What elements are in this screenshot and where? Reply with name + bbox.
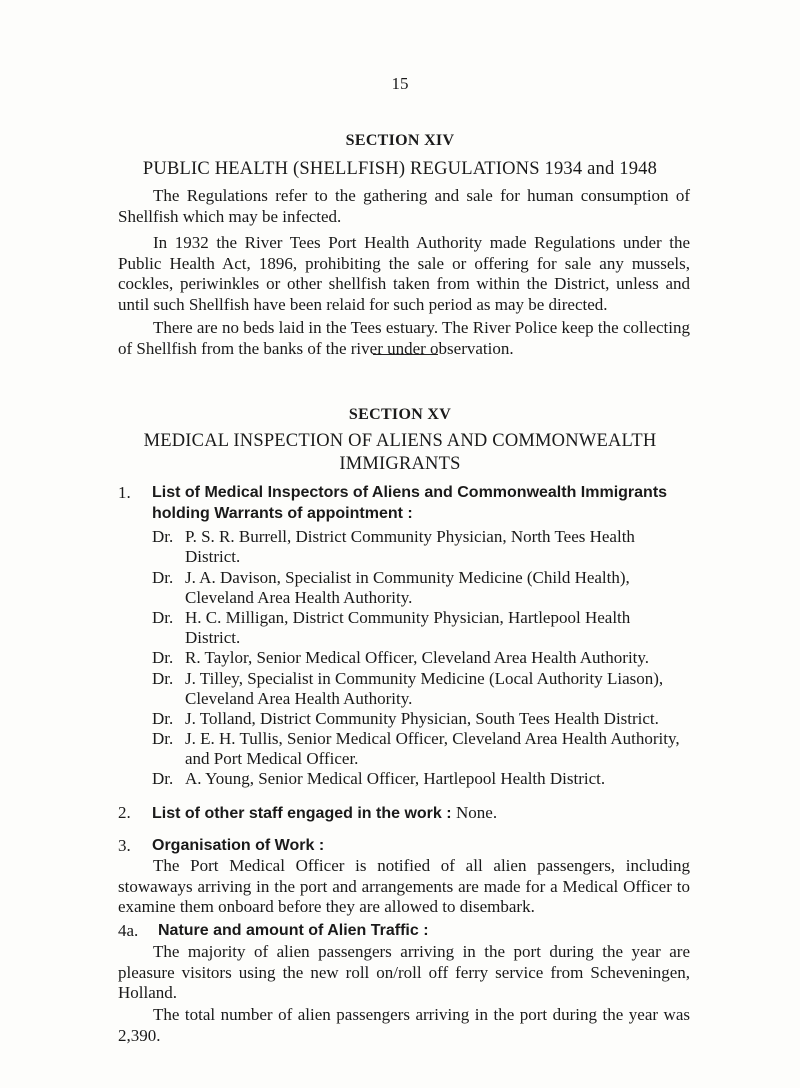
item-2-number: 2. [118, 803, 131, 822]
item-2-value: None. [456, 803, 498, 822]
section-divider [373, 354, 438, 355]
section-xiv-paragraph-2: In 1932 the River Tees Port Health Authority made Regulations under the Public Health Act, 1896, prohibiting the sale or offering for sale any mussels, cockles, periwinkles or other shellfish taken from within the District, unless and until such Shellfish have been relaid for such period as may be directed. [118, 233, 690, 314]
item-3-heading: Organisation of Work : [152, 837, 325, 854]
item-1-number: 1. [118, 483, 131, 502]
item-3-text: The Port Medical Officer is notified of all alien passengers, including stowaways arriving in the port and arrangements are made for a Medical Officer to examine them onboard before they are allowed to disembark. [118, 856, 690, 916]
section-xiv-heading: PUBLIC HEALTH (SHELLFISH) REGULATIONS 1934 and 1948 [142, 159, 658, 179]
section-xv-heading-line1: MEDICAL INSPECTION OF ALIENS AND COMMONWEALTH [143, 431, 657, 451]
inspector-entry: Dr. P. S. R. Burrell, District Community Physician, North Tees Health District. [152, 527, 635, 566]
item-2-heading: List of other staff engaged in the work : None. [152, 803, 498, 822]
item-4a-paragraph-2: The total number of alien passengers arriving in the port during the year was 2,390. [118, 1005, 690, 1045]
inspector-entry: Dr. R. Taylor, Senior Medical Officer, Cleveland Area Health Authority. [152, 648, 650, 667]
inspector-entry: Dr. J. Tolland, District Community Physician, South Tees Health District. [152, 709, 659, 728]
inspector-entry: Dr. J. A. Davison, Specialist in Community Medicine (Child Health), Cleveland Area Health Authority. [152, 568, 630, 607]
inspector-entry: Dr. J. E. H. Tullis, Senior Medical Officer, Cleveland Area Health Authority, and Port Medical Officer. [152, 729, 680, 768]
section-xiv-paragraph-3: There are no beds laid in the Tees estuary. The River Police keep the collecting of Shellfish from the banks of the river under observation. [118, 318, 690, 358]
item-3-number: 3. [118, 836, 131, 855]
item-4a-number: 4a. [118, 921, 139, 940]
section-xiv-title: SECTION XIV [345, 132, 455, 149]
section-xv-title: SECTION XV [348, 406, 452, 423]
section-xv-heading-line2: IMMIGRANTS [339, 454, 461, 474]
item-4a-heading: Nature and amount of Alien Traffic : [158, 922, 429, 939]
inspector-entry: Dr. H. C. Milligan, District Community Physician, Hartlepool Health District. [152, 608, 631, 647]
inspector-entry: Dr. A. Young, Senior Medical Officer, Hartlepool Health District. [152, 769, 606, 788]
section-xiv-paragraph-1: The Regulations refer to the gathering and sale for human consumption of Shellfish which may be infected. [118, 186, 690, 226]
page-number: 15 [391, 74, 409, 93]
item-4a-paragraph-1: The majority of alien passengers arriving in the port during the year are pleasure visitors using the new roll on/roll off ferry service from Scheveningen, Holland. [118, 942, 690, 1002]
inspector-entry: Dr. J. Tilley, Specialist in Community Medicine (Local Authority Liason), Cleveland Area Health Authority. [152, 669, 664, 708]
item-1-heading: List of Medical Inspectors of Aliens and Commonwealth Immigrants holding Warrants of appointment : [152, 484, 668, 522]
